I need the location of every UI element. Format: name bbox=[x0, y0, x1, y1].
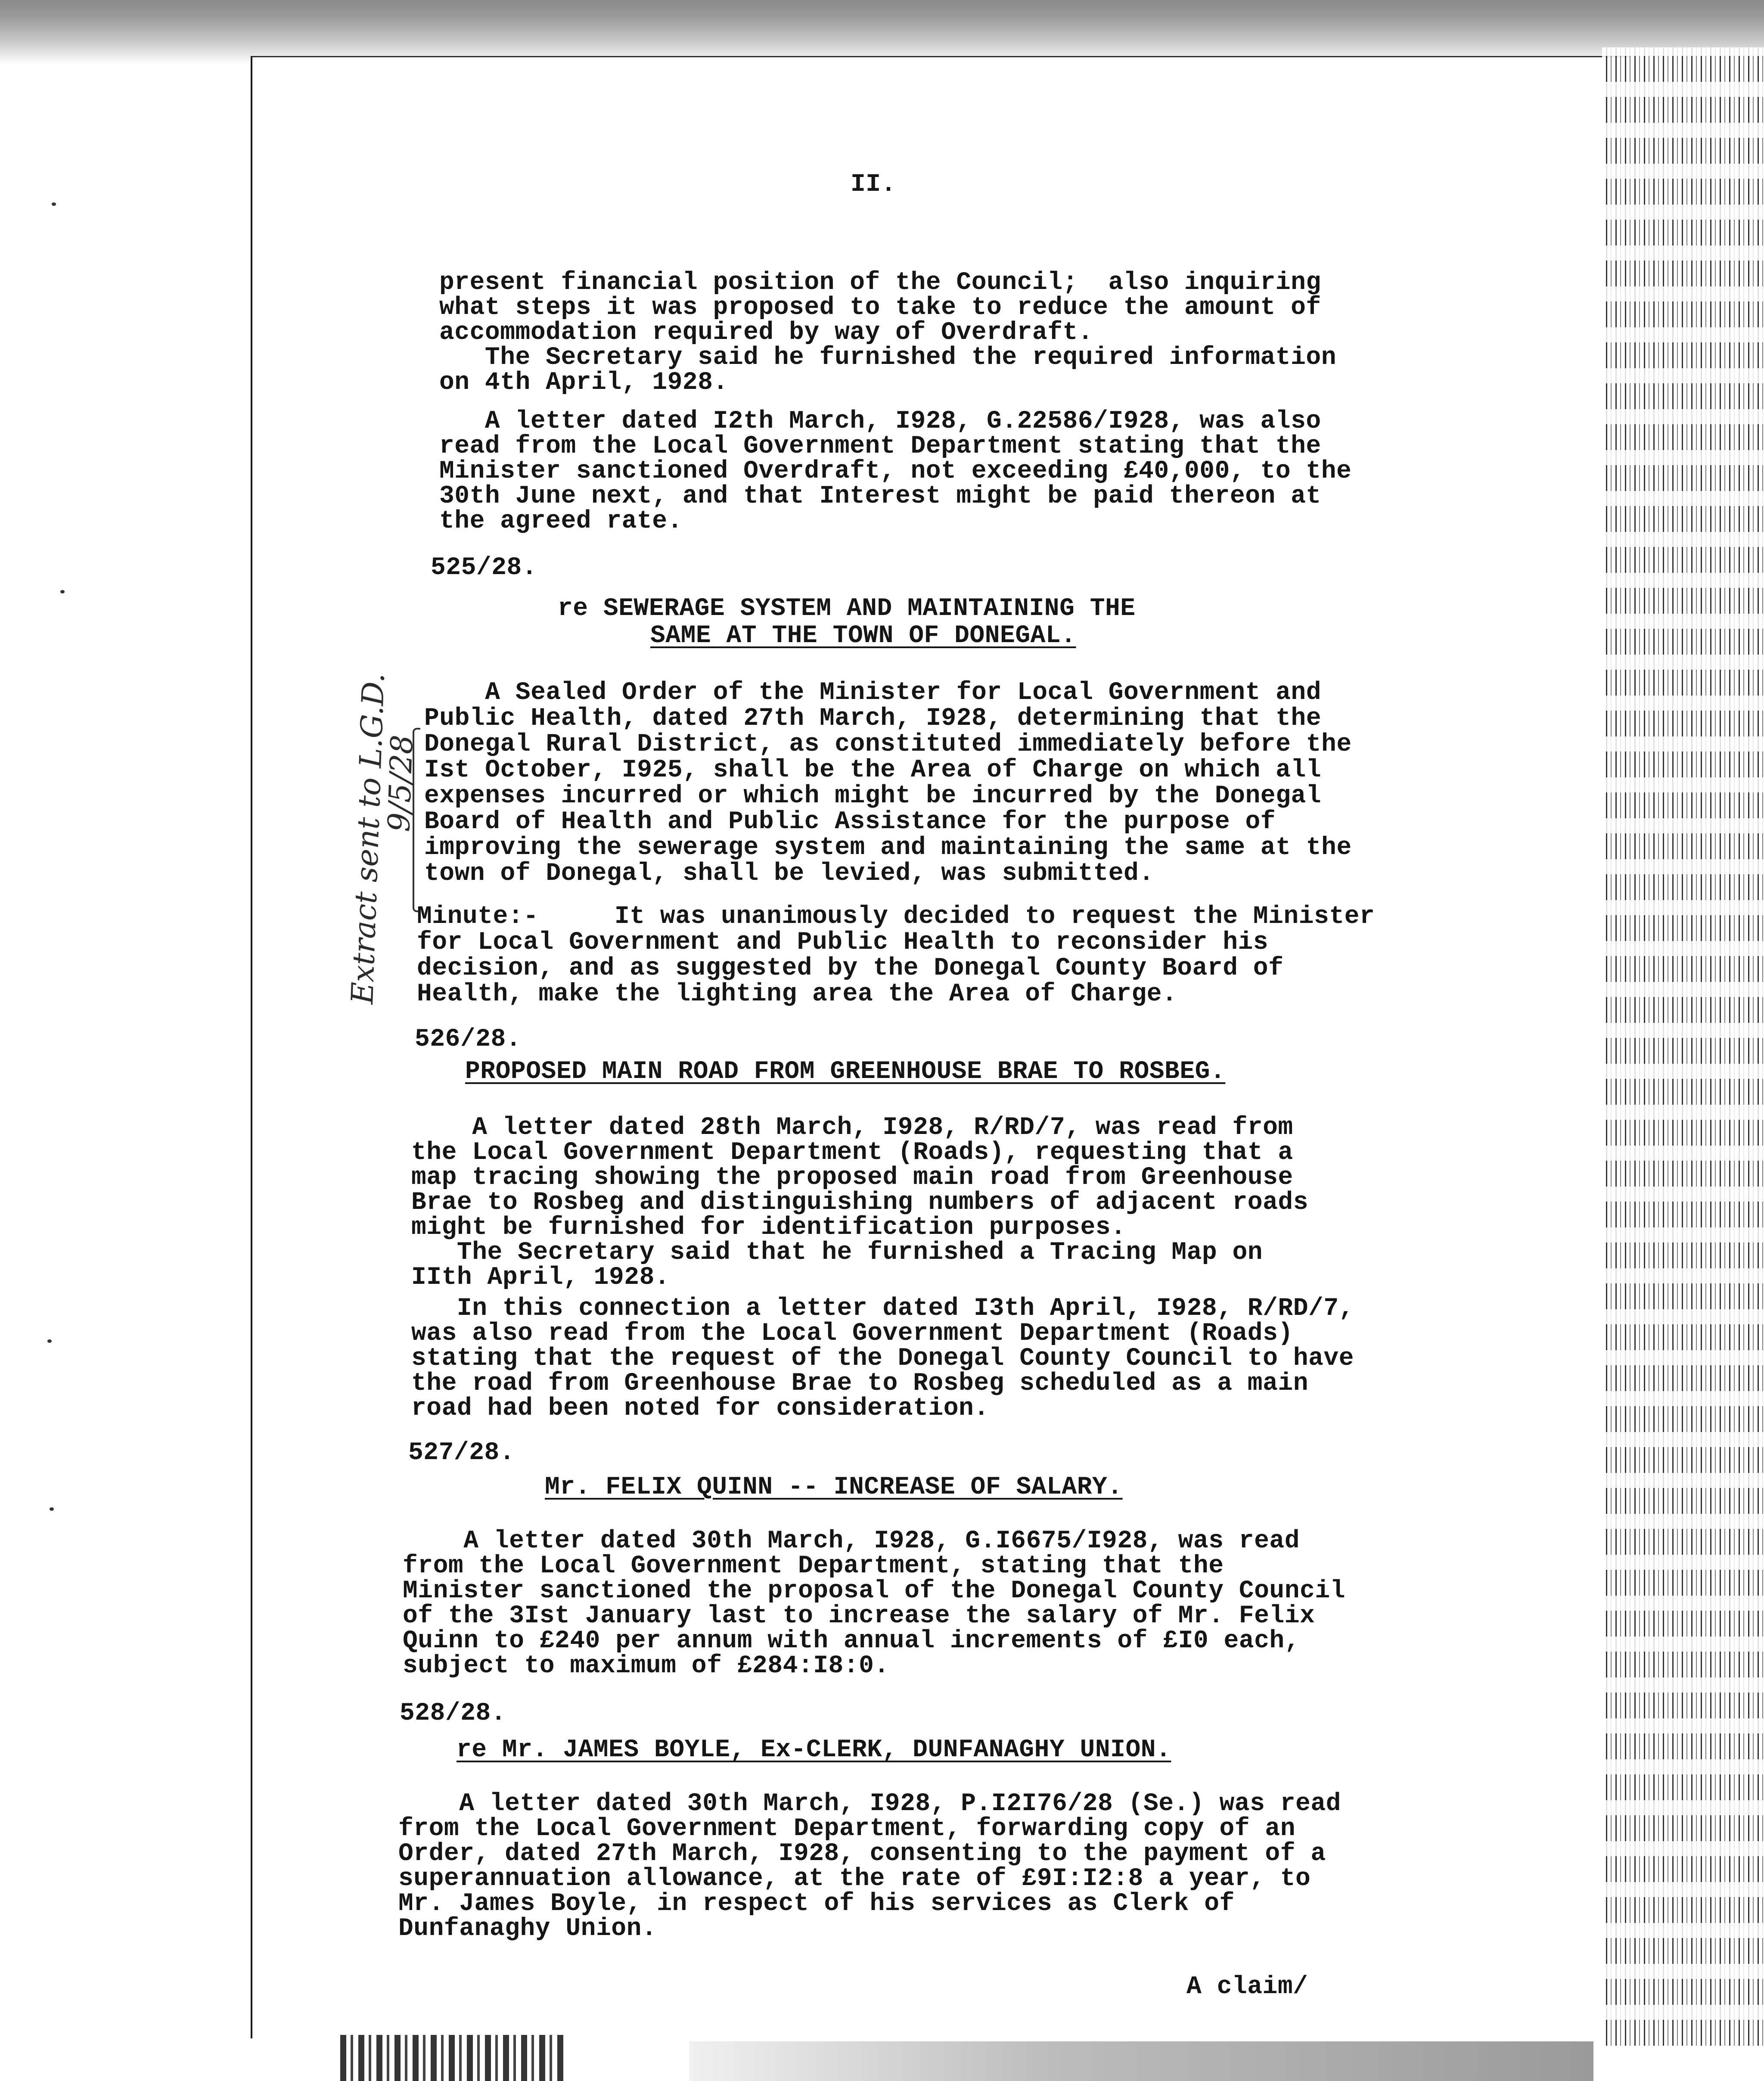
text-line: Public Health, dated 27th March, I928, determining that the bbox=[424, 705, 1322, 733]
scan-bottom-right bbox=[689, 2041, 1593, 2081]
scan-speck bbox=[50, 1507, 54, 1511]
page-number: II. bbox=[851, 171, 896, 199]
section-heading: SAME AT THE TOWN OF DONEGAL. bbox=[650, 622, 1076, 650]
text-line: from the Local Government Department, stating that the bbox=[403, 1552, 1224, 1580]
minute-line: for Local Government and Public Health to reconsider his bbox=[417, 929, 1269, 957]
page-edges-shade bbox=[1602, 47, 1764, 2046]
scan-top-shadow bbox=[0, 0, 1764, 65]
catchword: A claim/ bbox=[1186, 1973, 1308, 2001]
section-heading: PROPOSED MAIN ROAD FROM GREENHOUSE BRAE TO ROSBEG. bbox=[465, 1058, 1226, 1086]
minute-number: 527/28. bbox=[408, 1439, 515, 1467]
text-line: map tracing showing the proposed main road from Greenhouse bbox=[411, 1164, 1293, 1192]
text-line: the Local Government Department (Roads), requesting that a bbox=[411, 1139, 1293, 1167]
text-line: The Secretary said that he furnished a Tracing Map on bbox=[411, 1239, 1263, 1267]
text-line: IIth April, 1928. bbox=[411, 1264, 670, 1292]
minute-number: 525/28. bbox=[431, 554, 537, 582]
text-line: of the 3Ist January last to increase the salary of Mr. Felix bbox=[403, 1602, 1315, 1630]
text-line: Order, dated 27th March, I928, consenting to the payment of a bbox=[398, 1840, 1326, 1868]
section-heading: re SEWERAGE SYSTEM AND MAINTAINING THE bbox=[558, 595, 1136, 623]
text-line: A letter dated 30th March, I928, G.I6675/I928, was read bbox=[403, 1527, 1300, 1555]
minute-line: Health, make the lighting area the Area of Charge. bbox=[417, 980, 1177, 1008]
text-line: Minister sanctioned Overdraft, not exceeding £40,000, to the bbox=[439, 457, 1352, 485]
text-line: Quinn to £240 per annum with annual increments of £I0 each, bbox=[403, 1627, 1300, 1655]
text-line: stating that the request of the Donegal County Council to have bbox=[411, 1345, 1354, 1373]
minute-line: Minute:- It was unanimously decided to request the Minister bbox=[417, 903, 1375, 931]
text-line: Minister sanctioned the proposal of the Donegal County Council bbox=[403, 1577, 1345, 1605]
text-line: The Secretary said he furnished the required information bbox=[439, 344, 1337, 372]
margin-note-extract: Extract sent to L.G.D. bbox=[345, 672, 391, 1005]
text-line: road had been noted for consideration. bbox=[411, 1395, 989, 1423]
section-heading: Mr. FELIX QUINN -- INCREASE OF SALARY. bbox=[545, 1473, 1123, 1501]
text-line: present financial position of the Council; also inquiring bbox=[439, 269, 1321, 297]
text-line: A letter dated I2th March, I928, G.22586/I928, was also bbox=[439, 407, 1321, 435]
scan-speck bbox=[47, 1339, 52, 1343]
section-heading: re Mr. JAMES BOYLE, Ex-CLERK, DUNFANAGHY UNION. bbox=[457, 1736, 1171, 1764]
minute-line: decision, and as suggested by the Donegal County Board of bbox=[417, 954, 1284, 982]
text-line: the road from Greenhouse Brae to Rosbeg scheduled as a main bbox=[411, 1370, 1309, 1398]
scan-bottom-artifact bbox=[340, 2035, 564, 2081]
text-line: Mr. James Boyle, in respect of his services as Clerk of bbox=[398, 1890, 1235, 1918]
text-line: A letter dated 30th March, I928, P.I2I76/28 (Se.) was read bbox=[398, 1790, 1341, 1818]
text-line: from the Local Government Department, forwarding copy of an bbox=[398, 1815, 1296, 1843]
text-line: subject to maximum of £284:I8:0. bbox=[403, 1652, 889, 1680]
margin-note-date: 9/5/28 bbox=[381, 734, 420, 832]
text-line: improving the sewerage system and maintaining the same at the bbox=[424, 834, 1352, 862]
minute-number: 526/28. bbox=[415, 1025, 522, 1053]
text-line: Donegal Rural District, as constituted immediately before the bbox=[424, 730, 1352, 758]
text-line: might be furnished for identification purposes. bbox=[411, 1214, 1126, 1242]
text-line: what steps it was proposed to take to reduce the amount of bbox=[439, 294, 1321, 322]
text-line: Dunfanaghy Union. bbox=[398, 1915, 657, 1943]
text-line: on 4th April, 1928. bbox=[439, 369, 728, 397]
text-line: superannuation allowance, at the rate of £9I:I2:8 a year, to bbox=[398, 1865, 1311, 1893]
text-line: Ist October, I925, shall be the Area of Charge on which all bbox=[424, 756, 1322, 784]
text-line: read from the Local Government Department stating that the bbox=[439, 432, 1321, 460]
text-line: expenses incurred or which might be incurred by the Donegal bbox=[424, 782, 1322, 810]
text-line: town of Donegal, shall be levied, was submitted. bbox=[424, 860, 1154, 888]
scan-speck bbox=[60, 590, 65, 593]
text-line: Board of Health and Public Assistance for the purpose of bbox=[424, 808, 1276, 836]
text-line: the agreed rate. bbox=[439, 507, 683, 535]
text-line: Brae to Rosbeg and distinguishing numbers of adjacent roads bbox=[411, 1189, 1309, 1217]
text-line: 30th June next, and that Interest might be paid thereon at bbox=[439, 482, 1321, 510]
minute-number: 528/28. bbox=[400, 1699, 506, 1727]
text-line: A letter dated 28th March, I928, R/RD/7, was read from bbox=[411, 1114, 1293, 1142]
scan-speck bbox=[52, 202, 56, 206]
text-line: A Sealed Order of the Minister for Local Government and bbox=[424, 679, 1322, 707]
text-line: In this connection a letter dated I3th April, I928, R/RD/7, bbox=[411, 1295, 1354, 1323]
text-line: was also read from the Local Government Department (Roads) bbox=[411, 1320, 1293, 1348]
text-line: accommodation required by way of Overdraft. bbox=[439, 319, 1093, 347]
